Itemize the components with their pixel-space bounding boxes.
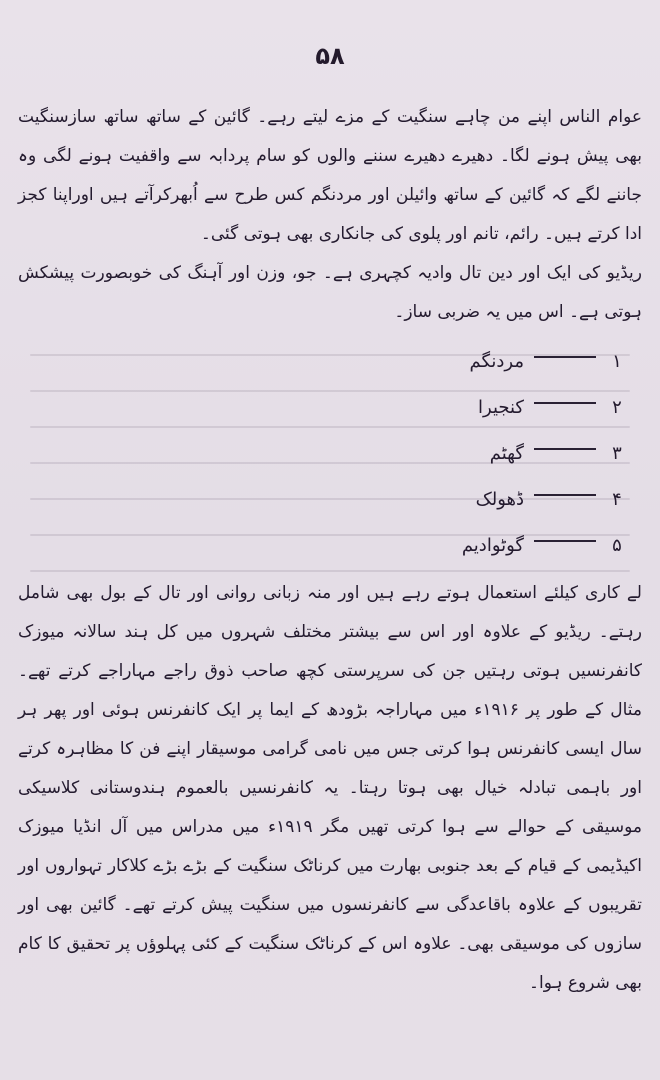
list-item-number: ۱ — [612, 350, 622, 372]
list-dash — [534, 356, 596, 358]
instrument-name: ڈھولک — [475, 488, 524, 510]
list-item — [348, 338, 628, 384]
list-dash — [534, 402, 596, 404]
list-item-number: ۳ — [612, 442, 622, 464]
list-dash — [534, 448, 596, 450]
list-dash — [534, 494, 596, 496]
list-dash — [534, 540, 596, 542]
urdu-text-block — [18, 98, 642, 1003]
instrument-name: گوٹوادیم — [461, 534, 524, 556]
paragraph-1: عوام الناس اپنے من چاہے سنگیت کے مزے لیتے رہے۔ گائین کے ساتھ ساتھ سازسنگیت بھی پیش ہونے لگا۔ دھیرے دھیرے سننے والوں کو سام پردابہ سے واقفیت ہونے لگی وہ جاننے لگے کہ گائین کے ساتھ وائیلن اور مردنگم کس طرح سے اُبھرکرآتے ہیں اوراپنا کجز ادا کرتے ہیں۔ رائم، تانم اور پلوی کی جانکاری بھی ہوتی گئی۔ — [18, 107, 642, 244]
list-item-number: ۴ — [612, 488, 622, 510]
list-item-number: ۵ — [612, 534, 622, 556]
paragraph-3: لے کاری کیلئے استعمال ہوتے رہے ہیں اور منہ زبانی روانی اور تال کے بول بھی شامل رہتے۔ ریڈیو کے علاوہ اور اس سے بیشتر مختلف شہروں میں کل ہند سالانہ میوزک کانفرنسیں ہوتی رہتیں جن کی سرپرستی کچھ صاحب ذوق راجے مہاراجے کرتے تھے۔ مثال کے طور پر ۱۹۱۶ء میں مہاراجہ بڑودھ کے ایما پر ایک کانفرنس ہوئی اور پھر ہر سال ایسی کانفرنس ہوا کرتی جس میں نامی گرامی موسیقار اپنے فن کا مظاہرہ کرتے اور باہمی تبادلہ خیال بھی ہوتا رہتا۔ یہ کانفرنسیں بالعموم ہندوستانی کلاسیکی موسیقی کے حوالے سے ہوا کرتی تھیں مگر ۱۹۱۹ء میں مدراس میں آل انڈیا میوزک اکیڈیمی کے قیام کے بعد جنوبی بھارت میں کرناٹک سنگیت کے بڑے بڑے کلاکار تہواروں اور تقریبوں کے علاوہ باقاعدگی سے کانفرنسوں میں سنگیت پیش کرتے تھے۔ گائین بھی اور سازوں کی موسیقی بھی۔ علاوہ اس کے کرناٹک سنگیت کے کئی پہلوؤں پر تحقیق کا کام بھی شروع ہوا۔ — [18, 583, 643, 993]
paragraph-2: ریڈیو کی ایک اور دین تال وادیہ کچہری ہے۔ جو، وزن اور آہنگ کی خوبصورت پیشکش ہوتی ہے۔ اس میں یہ ضربی ساز۔ — [18, 263, 642, 322]
instrument-list — [348, 338, 628, 568]
instrument-name: کنجیرا — [478, 396, 524, 418]
list-item — [348, 384, 628, 430]
page-number: ۵۸ — [315, 42, 345, 70]
list-item — [348, 476, 628, 522]
list-item — [348, 430, 628, 476]
list-item-number: ۲ — [612, 396, 622, 418]
instrument-name: گھٹم — [489, 442, 524, 464]
instrument-name: مردنگم — [469, 350, 524, 372]
list-item — [348, 522, 628, 568]
